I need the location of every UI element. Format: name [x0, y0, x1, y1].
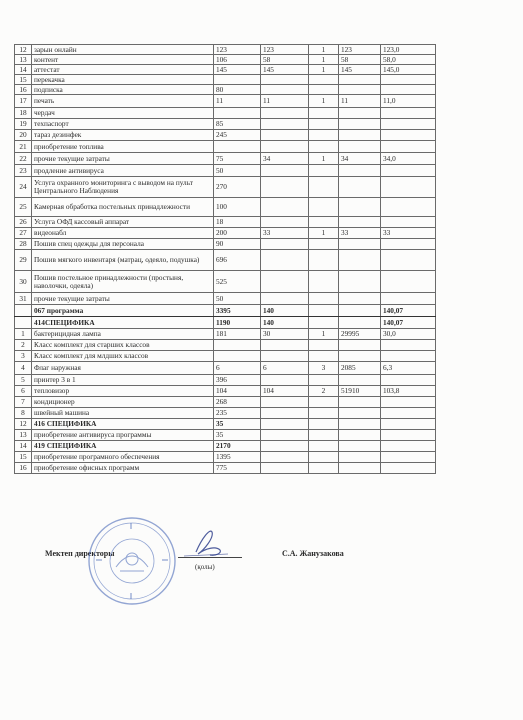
quantity: 3	[309, 362, 339, 375]
planned-amount: 696	[214, 250, 261, 271]
actual-amount	[261, 250, 309, 271]
table-row	[15, 177, 436, 198]
row-number: 30	[15, 271, 32, 293]
item-name: печать	[32, 95, 214, 108]
actual-amount	[261, 340, 309, 351]
row-number: 2	[15, 340, 32, 351]
actual-amount	[261, 375, 309, 386]
table-row	[15, 441, 436, 452]
planned-amount	[214, 351, 261, 362]
item-name: бактерицидная лампа	[32, 329, 214, 340]
quantity	[309, 119, 339, 130]
total-amount	[381, 340, 436, 351]
planned-amount	[214, 340, 261, 351]
planned-amount: 50	[214, 293, 261, 305]
row-number: 26	[15, 217, 32, 228]
total-amount	[381, 239, 436, 250]
row-number: 15	[15, 452, 32, 463]
quantity	[309, 317, 339, 329]
planned-amount: 100	[214, 198, 261, 217]
table-row	[15, 108, 436, 119]
quantity	[309, 351, 339, 362]
item-name: продление антивируса	[32, 165, 214, 177]
quantity: 1	[309, 329, 339, 340]
row-number: 17	[15, 95, 32, 108]
actual-amount	[261, 130, 309, 141]
quantity	[309, 408, 339, 419]
total-amount: 123,0	[381, 45, 436, 55]
row-number: 15	[15, 75, 32, 85]
row-number: 27	[15, 228, 32, 239]
planned-amount: 3395	[214, 305, 261, 317]
actual-amount: 6	[261, 362, 309, 375]
actual-amount	[261, 239, 309, 250]
actual-amount	[261, 85, 309, 95]
item-name: принтер 3 в 1	[32, 375, 214, 386]
table-row	[15, 375, 436, 386]
table-row	[15, 130, 436, 141]
quantity	[309, 452, 339, 463]
row-number: 7	[15, 397, 32, 408]
row-number: 13	[15, 430, 32, 441]
signature-hint: (қолы)	[195, 563, 215, 571]
row-number: 12	[15, 45, 32, 55]
item-name: Пошив мягкого инвентаря (матрац, одеяло, подушка)	[32, 250, 214, 271]
planned-amount: 245	[214, 130, 261, 141]
planned-amount: 1395	[214, 452, 261, 463]
item-name: зарын онлайн	[32, 45, 214, 55]
table-row	[15, 463, 436, 474]
actual-amount	[261, 408, 309, 419]
total-amount: 140,07	[381, 305, 436, 317]
row-number: 16	[15, 463, 32, 474]
table-row	[15, 45, 436, 55]
unit-price: 123	[339, 45, 381, 55]
planned-amount: 11	[214, 95, 261, 108]
quantity: 1	[309, 65, 339, 75]
row-number: 19	[15, 119, 32, 130]
total-amount: 30,0	[381, 329, 436, 340]
row-number: 21	[15, 141, 32, 153]
item-name: чердач	[32, 108, 214, 119]
row-number: 3	[15, 351, 32, 362]
quantity	[309, 305, 339, 317]
quantity	[309, 441, 339, 452]
table-row	[15, 397, 436, 408]
table-row	[15, 75, 436, 85]
actual-amount	[261, 108, 309, 119]
row-number: 29	[15, 250, 32, 271]
item-name: швейный машина	[32, 408, 214, 419]
total-amount	[381, 452, 436, 463]
quantity: 1	[309, 95, 339, 108]
planned-amount: 200	[214, 228, 261, 239]
quantity	[309, 108, 339, 119]
table-row	[15, 419, 436, 430]
actual-amount: 123	[261, 45, 309, 55]
unit-price	[339, 119, 381, 130]
row-number: 4	[15, 362, 32, 375]
quantity: 1	[309, 45, 339, 55]
table-row	[15, 351, 436, 362]
planned-amount: 123	[214, 45, 261, 55]
planned-amount: 235	[214, 408, 261, 419]
planned-amount: 106	[214, 55, 261, 65]
planned-amount: 270	[214, 177, 261, 198]
table-row	[15, 65, 436, 75]
actual-amount: 30	[261, 329, 309, 340]
unit-price: 29995	[339, 329, 381, 340]
unit-price	[339, 177, 381, 198]
unit-price: 51910	[339, 386, 381, 397]
quantity	[309, 85, 339, 95]
total-amount	[381, 375, 436, 386]
item-name: контент	[32, 55, 214, 65]
unit-price: 34	[339, 153, 381, 165]
item-name: 416 СПЕЦИФИКА	[32, 419, 214, 430]
unit-price: 11	[339, 95, 381, 108]
item-name: видеонабл	[32, 228, 214, 239]
item-name: 419 СПЕЦИФИКА	[32, 441, 214, 452]
quantity: 1	[309, 153, 339, 165]
actual-amount	[261, 165, 309, 177]
quantity	[309, 397, 339, 408]
item-name: приобретение топлива	[32, 141, 214, 153]
item-name: прочие текущие затраты	[32, 153, 214, 165]
planned-amount	[214, 141, 261, 153]
table-row	[15, 317, 436, 329]
total-amount: 145,0	[381, 65, 436, 75]
planned-amount: 6	[214, 362, 261, 375]
row-number	[15, 305, 32, 317]
actual-amount	[261, 141, 309, 153]
planned-amount: 90	[214, 239, 261, 250]
table-row	[15, 141, 436, 153]
quantity	[309, 419, 339, 430]
table-row	[15, 271, 436, 293]
unit-price	[339, 130, 381, 141]
unit-price	[339, 463, 381, 474]
unit-price	[339, 452, 381, 463]
unit-price	[339, 397, 381, 408]
total-amount	[381, 419, 436, 430]
row-number: 31	[15, 293, 32, 305]
quantity	[309, 430, 339, 441]
total-amount: 33	[381, 228, 436, 239]
actual-amount	[261, 271, 309, 293]
unit-price	[339, 340, 381, 351]
actual-amount	[261, 198, 309, 217]
quantity	[309, 375, 339, 386]
table-row	[15, 386, 436, 397]
table-row	[15, 165, 436, 177]
table-row	[15, 293, 436, 305]
unit-price	[339, 108, 381, 119]
planned-amount: 80	[214, 85, 261, 95]
row-number: 8	[15, 408, 32, 419]
unit-price	[339, 217, 381, 228]
item-name: 067 программа	[32, 305, 214, 317]
quantity	[309, 177, 339, 198]
actual-amount: 34	[261, 153, 309, 165]
quantity	[309, 293, 339, 305]
total-amount	[381, 217, 436, 228]
row-number: 24	[15, 177, 32, 198]
unit-price	[339, 250, 381, 271]
item-name: техпаспорт	[32, 119, 214, 130]
total-amount	[381, 85, 436, 95]
official-seal	[86, 515, 178, 607]
actual-amount: 140	[261, 317, 309, 329]
planned-amount: 2170	[214, 441, 261, 452]
unit-price	[339, 441, 381, 452]
signer-name: С.А. Жанузакова	[282, 549, 344, 558]
row-number: 23	[15, 165, 32, 177]
actual-amount	[261, 441, 309, 452]
handwritten-signature	[176, 520, 236, 562]
actual-amount	[261, 463, 309, 474]
total-amount	[381, 119, 436, 130]
row-number: 22	[15, 153, 32, 165]
item-name: кондиционер	[32, 397, 214, 408]
actual-amount	[261, 293, 309, 305]
unit-price	[339, 141, 381, 153]
total-amount	[381, 108, 436, 119]
total-amount	[381, 441, 436, 452]
item-name: Класс комплект для млдших классов	[32, 351, 214, 362]
actual-amount	[261, 419, 309, 430]
row-number: 20	[15, 130, 32, 141]
table-row	[15, 305, 436, 317]
item-name: прочие текущие затраты	[32, 293, 214, 305]
actual-amount: 104	[261, 386, 309, 397]
quantity	[309, 239, 339, 250]
table-row	[15, 430, 436, 441]
signer-title: Мектеп директоры	[45, 549, 115, 558]
unit-price	[339, 165, 381, 177]
row-number	[15, 317, 32, 329]
table-row	[15, 329, 436, 340]
quantity	[309, 165, 339, 177]
planned-amount: 396	[214, 375, 261, 386]
row-number: 1	[15, 329, 32, 340]
actual-amount: 145	[261, 65, 309, 75]
actual-amount	[261, 452, 309, 463]
planned-amount: 181	[214, 329, 261, 340]
table-row	[15, 228, 436, 239]
row-number: 13	[15, 55, 32, 65]
total-amount: 103,8	[381, 386, 436, 397]
table-row	[15, 95, 436, 108]
row-number: 14	[15, 65, 32, 75]
item-name: подписка	[32, 85, 214, 95]
total-amount	[381, 75, 436, 85]
planned-amount	[214, 108, 261, 119]
unit-price: 2085	[339, 362, 381, 375]
unit-price	[339, 239, 381, 250]
quantity	[309, 250, 339, 271]
quantity: 1	[309, 228, 339, 239]
total-amount	[381, 130, 436, 141]
table-row	[15, 250, 436, 271]
table-row	[15, 340, 436, 351]
unit-price: 33	[339, 228, 381, 239]
planned-amount: 104	[214, 386, 261, 397]
unit-price	[339, 198, 381, 217]
unit-price	[339, 85, 381, 95]
total-amount	[381, 408, 436, 419]
total-amount	[381, 271, 436, 293]
total-amount	[381, 463, 436, 474]
actual-amount: 140	[261, 305, 309, 317]
planned-amount: 18	[214, 217, 261, 228]
actual-amount	[261, 351, 309, 362]
planned-amount: 35	[214, 419, 261, 430]
actual-amount	[261, 397, 309, 408]
actual-amount	[261, 430, 309, 441]
table-row	[15, 239, 436, 250]
item-name: Пошив постельное принадлежности (простыня, наволочки, одеяла)	[32, 271, 214, 293]
quantity	[309, 340, 339, 351]
table-row	[15, 55, 436, 65]
row-number: 28	[15, 239, 32, 250]
total-amount	[381, 177, 436, 198]
table-row	[15, 217, 436, 228]
item-name: приобретение антивируса программы	[32, 430, 214, 441]
quantity	[309, 141, 339, 153]
planned-amount: 525	[214, 271, 261, 293]
row-number: 5	[15, 375, 32, 386]
total-amount	[381, 351, 436, 362]
total-amount	[381, 250, 436, 271]
item-name: Пошив спец одежды для персонала	[32, 239, 214, 250]
table-row	[15, 408, 436, 419]
item-name: Класс комплект для старших классов	[32, 340, 214, 351]
total-amount	[381, 198, 436, 217]
row-number: 12	[15, 419, 32, 430]
unit-price	[339, 430, 381, 441]
actual-amount: 33	[261, 228, 309, 239]
item-name: аттестат	[32, 65, 214, 75]
item-name: перекачка	[32, 75, 214, 85]
total-amount	[381, 141, 436, 153]
total-amount: 140,07	[381, 317, 436, 329]
quantity	[309, 271, 339, 293]
planned-amount: 85	[214, 119, 261, 130]
total-amount: 34,0	[381, 153, 436, 165]
total-amount: 58,0	[381, 55, 436, 65]
unit-price	[339, 419, 381, 430]
unit-price	[339, 375, 381, 386]
total-amount	[381, 293, 436, 305]
planned-amount: 268	[214, 397, 261, 408]
planned-amount: 145	[214, 65, 261, 75]
item-name: тараз дезинфек	[32, 130, 214, 141]
quantity	[309, 463, 339, 474]
unit-price	[339, 75, 381, 85]
actual-amount: 11	[261, 95, 309, 108]
planned-amount	[214, 75, 261, 85]
unit-price	[339, 271, 381, 293]
planned-amount: 1190	[214, 317, 261, 329]
row-number: 16	[15, 85, 32, 95]
quantity: 2	[309, 386, 339, 397]
row-number: 18	[15, 108, 32, 119]
actual-amount	[261, 217, 309, 228]
item-name: приобретение програмного обеспечения	[32, 452, 214, 463]
planned-amount: 75	[214, 153, 261, 165]
total-amount	[381, 165, 436, 177]
unit-price	[339, 293, 381, 305]
item-name: Флаг наружная	[32, 362, 214, 375]
total-amount: 6,3	[381, 362, 436, 375]
planned-amount: 35	[214, 430, 261, 441]
total-amount: 11,0	[381, 95, 436, 108]
table-row	[15, 198, 436, 217]
quantity: 1	[309, 55, 339, 65]
item-name: Услуга охранного мониторинга с выводом на пульт Центрального Наблюдения	[32, 177, 214, 198]
quantity	[309, 75, 339, 85]
unit-price	[339, 408, 381, 419]
actual-amount: 58	[261, 55, 309, 65]
quantity	[309, 198, 339, 217]
item-name: Услуга ОФД кассовый аппарат	[32, 217, 214, 228]
table-row	[15, 153, 436, 165]
budget-table	[14, 44, 436, 474]
actual-amount	[261, 75, 309, 85]
planned-amount: 775	[214, 463, 261, 474]
row-number: 25	[15, 198, 32, 217]
unit-price: 145	[339, 65, 381, 75]
total-amount	[381, 430, 436, 441]
table-row	[15, 362, 436, 375]
actual-amount	[261, 177, 309, 198]
unit-price	[339, 351, 381, 362]
planned-amount: 50	[214, 165, 261, 177]
quantity	[309, 130, 339, 141]
item-name: тепловизор	[32, 386, 214, 397]
table-row	[15, 452, 436, 463]
item-name: приобретение офисных программ	[32, 463, 214, 474]
item-name: 414СПЕЦИФИКА	[32, 317, 214, 329]
row-number: 14	[15, 441, 32, 452]
unit-price	[339, 317, 381, 329]
unit-price: 58	[339, 55, 381, 65]
quantity	[309, 217, 339, 228]
row-number: 6	[15, 386, 32, 397]
actual-amount	[261, 119, 309, 130]
total-amount	[381, 397, 436, 408]
table-row	[15, 119, 436, 130]
unit-price	[339, 305, 381, 317]
item-name: Камерная обработка постельных принадлежности	[32, 198, 214, 217]
table-row	[15, 85, 436, 95]
